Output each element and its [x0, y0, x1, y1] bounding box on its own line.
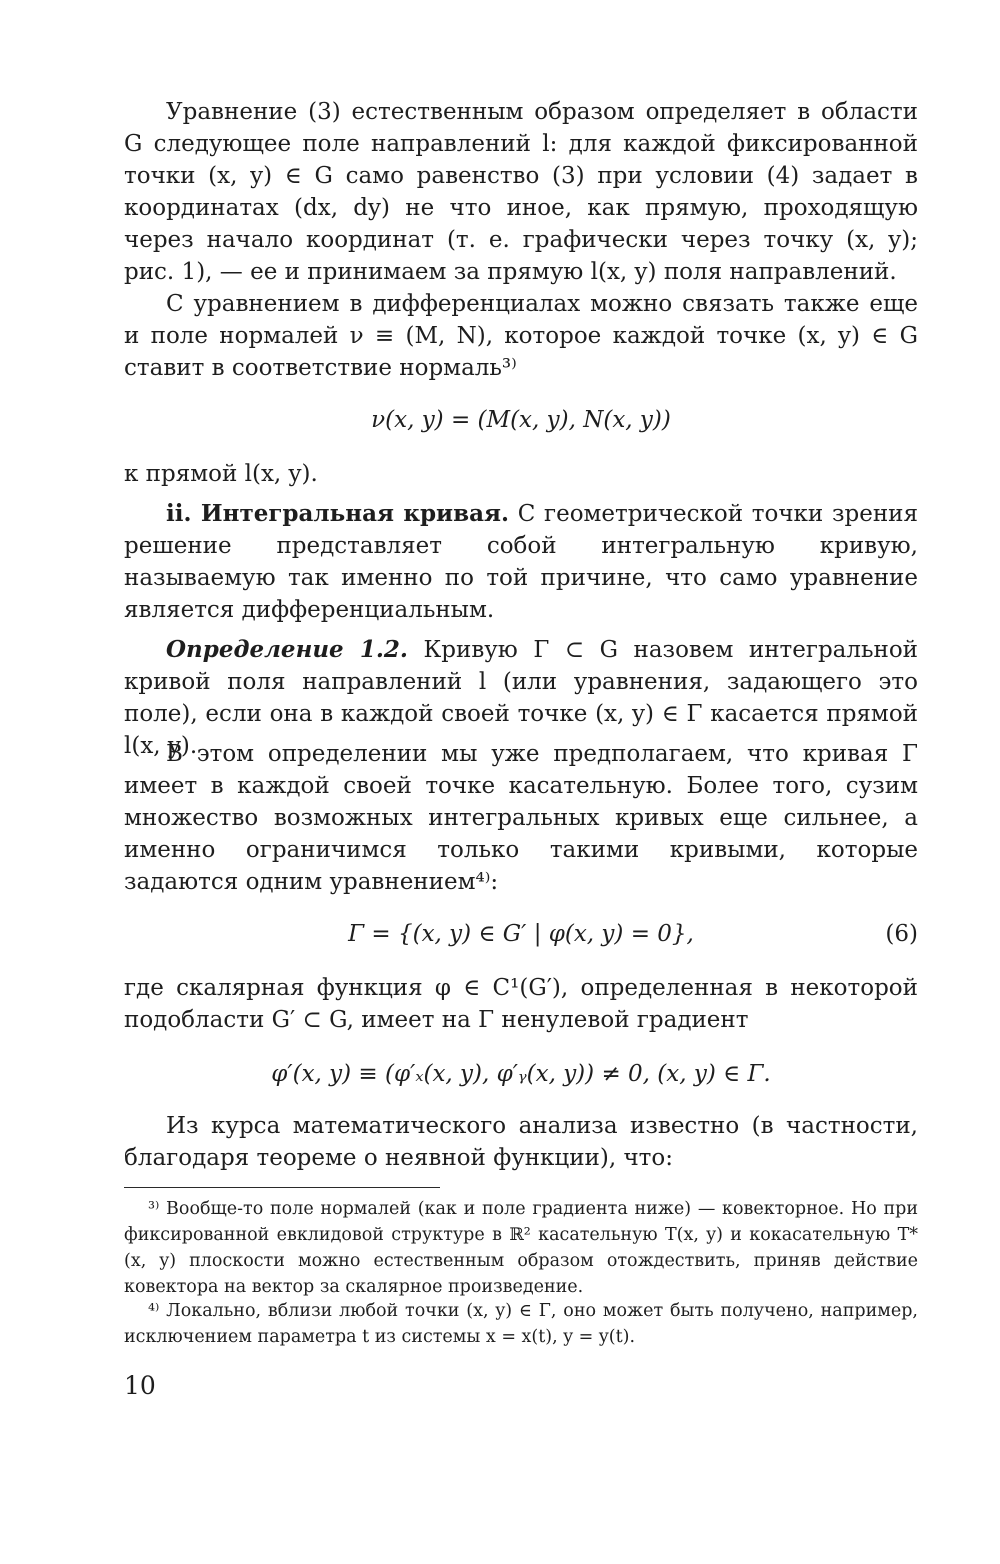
paragraph-direction-field: Уравнение (3) естественным образом определяет в области G следующее поле направлений l: для каждой фиксированной точки (x, y) ∈ G само равенство (3) при условии (4) задает в координатах (dx, dy) не что иное, как прямую, проходящую через начало координат (т. е. графически через точку (x, y); рис. 1), — ее и принимаем за прямую l(x, y) поля направлений. — [124, 99, 918, 285]
paragraph-analysis-course: Из курса математического анализа известно (в частности, благодаря теореме о неявной функции), что: — [124, 1113, 918, 1171]
equation-number: (6) — [885, 921, 918, 947]
formula-curve — [124, 918, 918, 950]
section-text: С геометрической точки зрения решение представляет собой интегральную кривую, называемую так именно по той причине, что само уравнение является дифференциальным. — [124, 501, 919, 623]
formula-gradient-text: φ′(x, y) ≡ (φ′ₓ(x, y), φ′ᵧ(x, y)) ≠ 0, (x, y) ∈ Γ. — [271, 1061, 771, 1087]
paragraph-tangent-assumption: В этом определении мы уже предполагаем, что кривая Γ имеет в каждой своей точке касательную. Более того, сузим множество возможных интегральных кривых еще сильнее, а именно ограничимся только такими кривыми, которые задаются одним уравнением⁴⁾: — [124, 741, 918, 895]
section-integral-curve — [124, 498, 918, 626]
section-heading: ii. Интегральная кривая. — [166, 500, 510, 527]
page-number: 10 — [124, 1371, 156, 1400]
formula-normal-text: ν(x, y) = (M(x, y), N(x, y)) — [371, 407, 671, 433]
formula-normal — [124, 404, 918, 436]
formula-gradient — [124, 1058, 918, 1090]
paragraph-normal-field: С уравнением в дифференциалах можно связать также еще и поле нормалей ν ≡ (M, N), которое каждой точке (x, y) ∈ G ставит в соответствие нормаль³⁾ — [124, 291, 918, 381]
footnote-3: ³⁾ Вообще-то поле нормалей (как и поле градиента ниже) — ковекторное. Но при фиксированной евклидовой структуре в ℝ² касательную T(x, y) и кокасательную T*(x, y) плоскости можно естественным образом отождествить, приняв действие ковектора на вектор за скалярное произведение. — [124, 1199, 918, 1297]
formula-curve-text: Γ = {(x, y) ∈ G′ | φ(x, y) = 0}, — [348, 921, 694, 947]
definition-label: Определение 1.2. — [166, 636, 408, 663]
footnote-4: ⁴⁾ Локально, вблизи любой точки (x, y) ∈ Γ, оно может быть получено, например, исключением параметра t из системы x = x(t), y = y(t). — [124, 1301, 918, 1347]
paragraph-to-line: к прямой l(x, y). — [124, 461, 318, 487]
footnote-separator — [124, 1187, 440, 1188]
definition-text: Кривую Γ ⊂ G назовем интегральной кривой поля направлений l (или уравнения, задающего это поле), если она в каждой своей точке (x, y) ∈ Γ касается прямой l(x, y). — [124, 637, 919, 759]
paragraph-scalar-function: где скалярная функция φ ∈ C¹(G′), определенная в некоторой подобласти G′ ⊂ G, имеет на Γ ненулевой градиент — [124, 975, 918, 1033]
